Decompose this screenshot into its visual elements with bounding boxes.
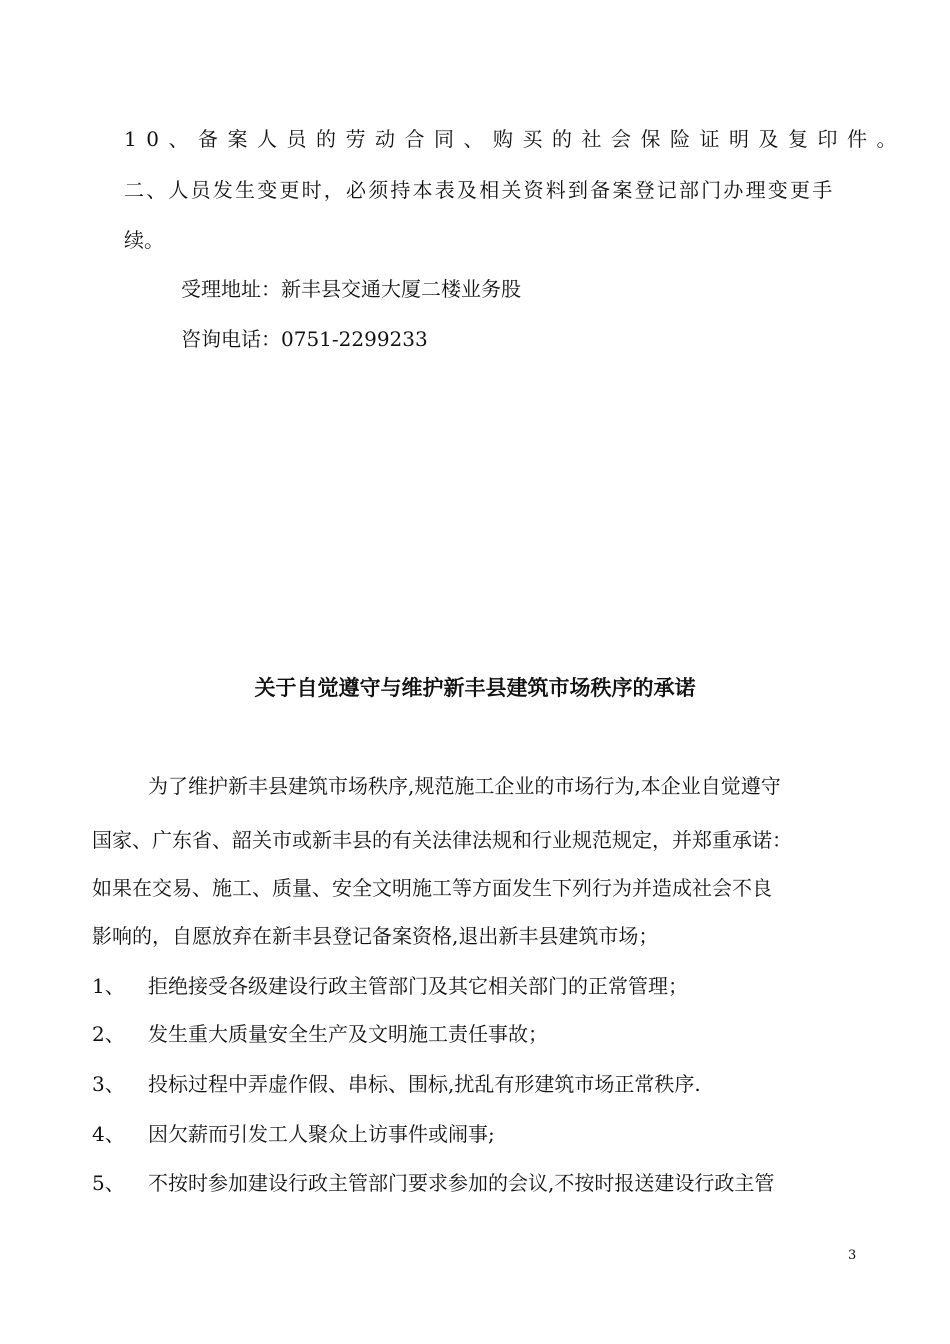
intro-line-1: 为了维护新丰县建筑市场秩序,规范施工企业的市场行为,本企业自觉遵守 xyxy=(148,774,781,798)
item-text-3: 投标过程中弄虚作假、串标、围标,扰乱有形建筑市场正常秩序. xyxy=(148,1072,701,1096)
phone-line: 咨询电话：0751-2299233 xyxy=(181,327,428,351)
list-item-change-line1: 二、人员发生变更时，必须持本表及相关资料到备案登记部门办理变更手 xyxy=(124,178,835,202)
intro-line-4: 影响的，自愿放弃在新丰县登记备案资格,退出新丰县建筑市场； xyxy=(92,924,659,948)
commitment-title: 关于自觉遵守与维护新丰县建筑市场秩序的承诺 xyxy=(254,676,696,700)
item-number-2: 2、 xyxy=(92,1022,125,1046)
page-number: 3 xyxy=(848,1248,857,1263)
list-item-change-line2: 续。 xyxy=(124,228,164,252)
item-number-3: 3、 xyxy=(92,1072,125,1096)
item-text-4: 因欠薪而引发工人聚众上访事件或闹事; xyxy=(148,1122,495,1146)
item-number-5: 5、 xyxy=(92,1171,125,1195)
intro-line-3: 如果在交易、施工、质量、安全文明施工等方面发生下列行为并造成社会不良 xyxy=(92,876,772,900)
item-text-1: 拒绝接受各级建设行政主管部门及其它相关部门的正常管理； xyxy=(148,974,688,998)
list-item-10: 10、备案人员的劳动合同、购买的社会保险证明及复印件。 xyxy=(124,127,906,151)
address-line: 受理地址：新丰县交通大厦二楼业务股 xyxy=(181,277,521,301)
intro-line-2: 国家、广东省、韶关市或新丰县的有关法律法规和行业规范规定，并郑重承诺： xyxy=(92,828,792,852)
item-text-2: 发生重大质量安全生产及文明施工责任事故； xyxy=(148,1022,548,1046)
item-number-1: 1、 xyxy=(92,974,125,998)
item-text-5: 不按时参加建设行政主管部门要求参加的会议,不按时报送建设行政主管 xyxy=(148,1171,775,1195)
item-number-4: 4、 xyxy=(92,1122,125,1146)
